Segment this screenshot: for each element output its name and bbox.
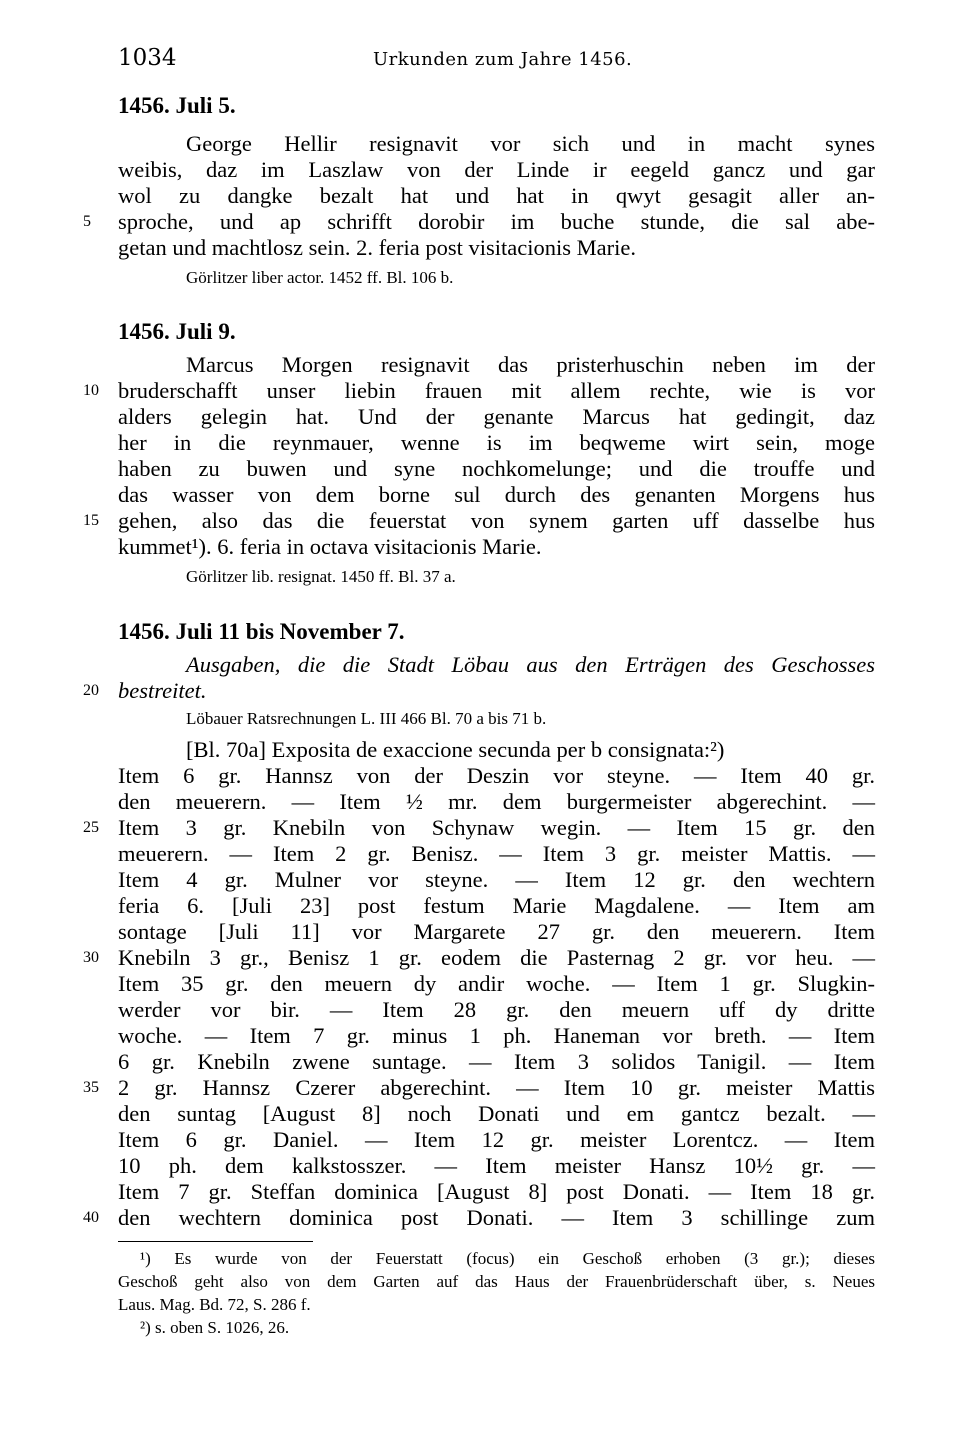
- text-line: Item 35 gr. den meuern dy andir woche. — Item 1 gr. Slugkin-: [118, 971, 875, 996]
- line-number: 25: [83, 819, 99, 836]
- text-line: her in die reynmauer, wenne is im beqweme wirt sein, moge: [118, 430, 875, 455]
- footnote-line: Geschoß geht also von dem Garten auf das Haus der Frauenbrüderschaft über, s. Neues: [118, 1272, 875, 1291]
- text-line: Item 7 gr. Steffan dominica [August 8] post Donati. — Item 18 gr.: [118, 1179, 875, 1204]
- text-line: Item 3 gr. Knebiln von Schynaw wegin. — Item 15 gr. den: [118, 815, 875, 840]
- footnote-rule: [118, 1241, 313, 1242]
- text-line: sontage [Juli 11] vor Margarete 27 gr. den meuerern. Item: [118, 919, 875, 944]
- entry-date: 1456. Juli 5.: [118, 93, 236, 118]
- source-reference: Görlitzer liber actor. 1452 ff. Bl. 106 b.: [186, 268, 454, 287]
- text-line: Item 6 gr. Hannsz von der Deszin vor steyne. — Item 40 gr.: [118, 763, 875, 788]
- text-line: den meuerern. — Item ½ mr. dem burgermeister abgerechint. —: [118, 789, 875, 814]
- line-number: 30: [83, 949, 99, 966]
- source-reference: Görlitzer lib. resignat. 1450 ff. Bl. 37 a.: [186, 567, 456, 586]
- text-line: George Hellir resignavit vor sich und in macht synes: [186, 131, 875, 156]
- entry-heading: bestreitet.: [118, 678, 207, 703]
- text-line: werder vor bir. — Item 28 gr. den meuern uff dy dritte: [118, 997, 875, 1022]
- line-number: 10: [83, 382, 99, 399]
- text-line: bruderschafft unser liebin frauen mit allem rechte, wie is vor: [118, 378, 875, 403]
- line-number: 40: [83, 1209, 99, 1226]
- footnote-line: Laus. Mag. Bd. 72, S. 286 f.: [118, 1295, 311, 1314]
- page-header: [118, 45, 875, 77]
- text-line: kummet¹). 6. feria in octava visitacionis Marie.: [118, 534, 542, 559]
- text-line: wol zu dangke bezalt hat und hat in qwyt gesagit aller an-: [118, 183, 875, 208]
- page-number: 1034: [118, 45, 177, 71]
- running-title: Urkunden zum Jahre 1456.: [373, 49, 633, 70]
- text-line: den wechtern dominica post Donati. — Item 3 schillinge zum: [118, 1205, 875, 1230]
- text-line: sproche, und ap schrifft dorobir im buche stunde, die sal abe-: [118, 209, 875, 234]
- line-number: 35: [83, 1079, 99, 1096]
- footnote-line: ¹) Es wurde von der Feuerstatt (focus) ein Geschoß erhoben (3 gr.); dieses: [140, 1249, 875, 1268]
- text-line: feria 6. [Juli 23] post festum Marie Magdalene. — Item am: [118, 893, 875, 918]
- line-number: 20: [83, 682, 99, 699]
- text-line: Item 6 gr. Daniel. — Item 12 gr. meister Lorentcz. — Item: [118, 1127, 875, 1152]
- source-reference: Löbauer Ratsrechnungen L. III 466 Bl. 70 a bis 71 b.: [186, 709, 547, 728]
- text-line: alders gelegin hat. Und der genante Marcus hat gedingit, daz: [118, 404, 875, 429]
- text-line: Knebiln 3 gr., Benisz 1 gr. eodem die Pasternag 2 gr. vor heu. —: [118, 945, 875, 970]
- text-line: [Bl. 70a] Exposita de exaccione secunda per b consignata:²): [186, 737, 725, 762]
- footnote-line: ²) s. oben S. 1026, 26.: [140, 1318, 290, 1337]
- text-line: 2 gr. Hannsz Czerer abgerechint. — Item 10 gr. meister Mattis: [118, 1075, 875, 1100]
- text-line: gehen, also das die feuerstat von synem garten uff dasselbe hus: [118, 508, 875, 533]
- entry-date: 1456. Juli 11 bis November 7.: [118, 619, 405, 644]
- text-line: 10 ph. dem kalkstosszer. — Item meister Hansz 10½ gr. —: [118, 1153, 875, 1178]
- text-line: woche. — Item 7 gr. minus 1 ph. Haneman vor breth. — Item: [118, 1023, 875, 1048]
- text-line: haben zu buwen und syne nochkomelunge; und die trouffe und: [118, 456, 875, 481]
- text-line: Marcus Morgen resignavit das pristerhuschin neben im der: [186, 352, 875, 377]
- line-number: 5: [83, 213, 91, 230]
- text-line: 6 gr. Knebiln zwene suntage. — Item 3 solidos Tanigil. — Item: [118, 1049, 875, 1074]
- line-number: 15: [83, 512, 99, 529]
- text-line: meuerern. — Item 2 gr. Benisz. — Item 3 gr. meister Mattis. —: [118, 841, 875, 866]
- entry-date: 1456. Juli 9.: [118, 319, 236, 344]
- text-line: den suntag [August 8] noch Donati und em gantcz bezalt. —: [118, 1101, 875, 1126]
- text-line: getan und machtlosz sein. 2. feria post visitacionis Marie.: [118, 235, 636, 260]
- text-line: das wasser von dem borne sul durch des genanten Morgens hus: [118, 482, 875, 507]
- text-line: weibis, daz im Laszlaw von der Linde ir eegeld gancz und gar: [118, 157, 875, 182]
- entry-heading: Ausgaben, die die Stadt Löbau aus den Erträgen des Geschosses: [186, 652, 875, 677]
- text-line: Item 4 gr. Mulner vor steyne. — Item 12 gr. den wechtern: [118, 867, 875, 892]
